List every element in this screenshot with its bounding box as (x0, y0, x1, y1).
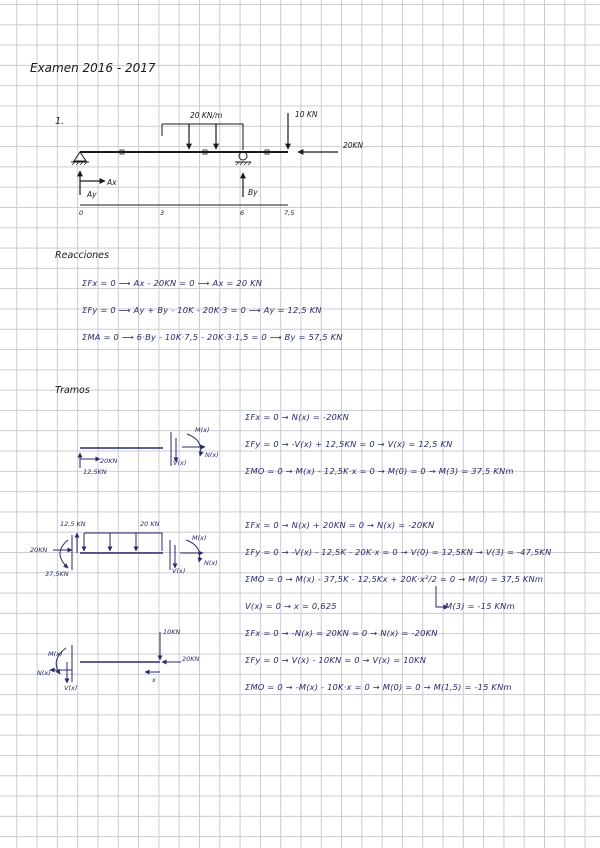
t2-moment-label: M(x) (192, 534, 207, 542)
t3-normal-label: N(x) (37, 669, 51, 677)
position-7-5: 7,5 (284, 209, 295, 217)
pin-support-a (74, 152, 86, 161)
t3-eq-fy: ΣFy = 0 → V(x) - 10KN = 0 → V(x) = 10KN (245, 655, 427, 665)
t2-normal-label: N(x) (204, 559, 218, 567)
point-load-label: 10 KN (295, 110, 318, 119)
t2-shear-label: V(x) (172, 567, 186, 575)
reacciones-heading: Reacciones (55, 250, 109, 261)
tramo2-diagram (53, 533, 203, 570)
t2-eq-m3: M(3) = -15 KNm (445, 601, 515, 611)
position-3: 3 (160, 209, 165, 217)
t1-eq-fx: ΣFx = 0 → N(x) = -20KN (245, 412, 350, 422)
t3-eq-fx: ΣFx = 0 → -N(x) = 20KN = 0 → N(x) = -20KN (245, 628, 438, 638)
tramos-heading: Tramos (55, 385, 90, 396)
t2-eq-v-zero: V(x) = 0 → x = 0,625 (245, 601, 337, 611)
reaction-eq-ma: ΣMA = 0 ⟶ 6·By - 10K·7,5 - 20K·3·1,5 = 0 ⟶ By = 57,5 KN (82, 332, 343, 342)
t2-eq-mo: ΣMO = 0 → M(x) - 37,5K - 12,5Kx + 20K·x²/2 = 0 → M(0) = 37,5 KNm (245, 574, 544, 584)
t1-normal-label: N(x) (205, 451, 219, 459)
reaction-by-label: By (248, 188, 258, 197)
reaction-ax-label: Ax (107, 178, 117, 187)
t3-normal-right-label: 20KN (182, 655, 200, 663)
beam-diagram (71, 113, 338, 205)
t2-load-label: 20 KN (140, 520, 160, 528)
t1-moment-label: M(x) (195, 426, 210, 434)
t2-shear-top-label: 12,5 KN (60, 520, 86, 528)
axial-load-label: 20KN (343, 141, 364, 150)
t1-horizontal-force-label: 20KN (100, 457, 118, 465)
reaction-eq-fx: ΣFx = 0 ⟶ Ax - 20KN = 0 ⟶ Ax = 20 KN (82, 278, 263, 288)
problem-number: 1. (55, 116, 65, 127)
roller-support-b (239, 152, 247, 160)
t3-moment-label: M(x) (48, 650, 63, 658)
t3-x-label: x (152, 676, 156, 684)
t1-eq-mo: ΣMO = 0 → M(x) - 12,5K·x = 0 → M(0) = 0 → M(3) = 37,5 KNm (245, 466, 514, 476)
position-0: 0 (79, 209, 84, 217)
t1-shear-label: V(x) (173, 459, 187, 467)
distributed-load-label: 20 KN/m (190, 111, 223, 120)
tramo1-diagram (80, 432, 205, 468)
t2-eq-fx: ΣFx = 0 → N(x) + 20KN = 0 → N(x) = -20KN (245, 520, 435, 530)
t3-point-load-label: 10KN (163, 628, 181, 636)
m3-bracket-arrow (436, 586, 448, 607)
reaction-ay-label: Ay (87, 190, 97, 199)
t1-reaction-label: 12,5KN (83, 468, 107, 476)
t2-moment-left-label: 37,5KN (45, 570, 69, 578)
t2-normal-left-label: 20KN (30, 546, 48, 554)
t3-shear-label: V(x) (64, 684, 78, 692)
tramo3-diagram (50, 632, 181, 683)
page-title: Examen 2016 - 2017 (30, 61, 156, 75)
t2-eq-fy: ΣFy = 0 → -V(x) - 12,5K - 20K·x = 0 → V(0) = 12,5KN → V(3) = -47,5KN (245, 547, 552, 557)
t1-eq-fy: ΣFy = 0 → -V(x) + 12,5KN = 0 → V(x) = 12,5 KN (245, 439, 453, 449)
position-6: 6 (240, 209, 245, 217)
reaction-eq-fy: ΣFy = 0 ⟶ Ay + By - 10K - 20K·3 = 0 ⟶ Ay = 12,5 KN (82, 305, 322, 315)
t3-eq-mo: ΣMO = 0 → -M(x) - 10K·x = 0 → M(0) = 0 → M(1,5) = -15 KNm (245, 682, 512, 692)
distributed-load (162, 124, 243, 150)
